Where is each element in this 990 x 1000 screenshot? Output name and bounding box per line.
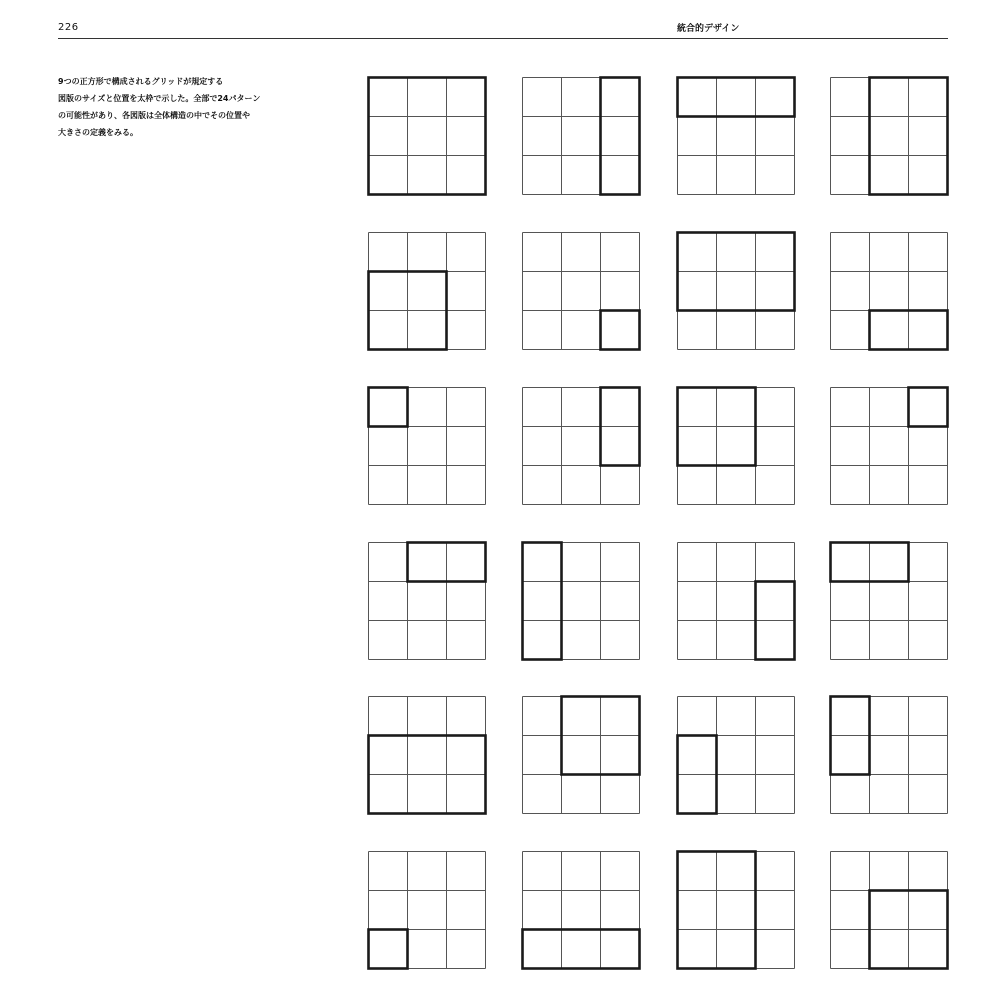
highlight-frame — [369, 272, 447, 350]
grid-diagram-svg — [368, 232, 486, 350]
highlight-frame — [369, 736, 486, 814]
caption-line-2: 図版のサイズと位置を太枠で示した。全部で24パターン — [58, 94, 261, 103]
highlight-frame — [678, 233, 795, 311]
grid-diagram-15 — [677, 542, 795, 660]
grid-diagram-11 — [677, 387, 795, 505]
grid-diagram-14 — [522, 542, 640, 660]
caption-line-4: 大きさの定義をみる。 — [58, 128, 138, 137]
grid-diagram-svg — [368, 542, 486, 660]
grid-diagram-svg — [830, 696, 948, 814]
grid-diagram-7 — [677, 232, 795, 350]
grid-diagram-20 — [830, 696, 948, 814]
grid-diagram-svg — [522, 851, 640, 969]
header-rule — [58, 38, 948, 39]
grid-diagram-svg — [677, 696, 795, 814]
grid-diagram-svg — [522, 387, 640, 505]
highlight-frame — [408, 543, 486, 582]
highlight-frame — [562, 697, 640, 775]
highlight-frame — [909, 388, 948, 427]
grid-diagram-1 — [368, 77, 486, 195]
grid-diagram-2 — [522, 77, 640, 195]
highlight-frame — [678, 852, 756, 969]
grid-diagram-17 — [368, 696, 486, 814]
highlight-frame — [601, 78, 640, 195]
grid-diagram-23 — [677, 851, 795, 969]
highlight-frame — [831, 543, 909, 582]
caption-text — [58, 73, 333, 141]
grid-diagram-svg — [677, 387, 795, 505]
caption-line-3: の可能性があり、各図版は全体構造の中でその位置や — [58, 111, 250, 120]
grid-diagram-12 — [830, 387, 948, 505]
grid-diagram-svg — [830, 851, 948, 969]
grid-diagram-3 — [677, 77, 795, 195]
highlight-frame — [523, 930, 640, 969]
highlight-frame — [678, 388, 756, 466]
highlight-frame — [369, 388, 408, 427]
grid-diagram-svg — [522, 232, 640, 350]
highlight-frame — [369, 930, 408, 969]
grid-diagram-16 — [830, 542, 948, 660]
grid-diagram-svg — [522, 696, 640, 814]
grid-diagram-svg — [677, 542, 795, 660]
grid-diagram-svg — [677, 851, 795, 969]
highlight-frame — [756, 582, 795, 660]
grid-diagram-8 — [830, 232, 948, 350]
grid-diagram-svg — [830, 542, 948, 660]
grid-diagram-9 — [368, 387, 486, 505]
grid-diagram-svg — [830, 387, 948, 505]
grid-diagram-svg — [522, 542, 640, 660]
grid-diagram-21 — [368, 851, 486, 969]
grid-diagram-4 — [830, 77, 948, 195]
grid-diagram-5 — [368, 232, 486, 350]
highlight-frame — [601, 311, 640, 350]
highlight-frame — [831, 697, 870, 775]
grid-diagram-svg — [677, 77, 795, 195]
grid-diagram-svg — [522, 77, 640, 195]
highlight-frame — [870, 311, 948, 350]
grid-diagram-svg — [368, 387, 486, 505]
highlight-frame — [678, 736, 717, 814]
grid-diagram-svg — [830, 77, 948, 195]
grid-diagram-19 — [677, 696, 795, 814]
grid-diagram-svg — [830, 232, 948, 350]
running-title: 統合的デザイン — [677, 24, 740, 34]
grid-diagram-svg — [368, 77, 486, 195]
caption-line-1: 9つの正方形で構成されるグリッドが規定する — [58, 77, 224, 86]
grid-diagram-24 — [830, 851, 948, 969]
highlight-frame — [523, 543, 562, 660]
page-number: 226 — [58, 22, 79, 33]
highlight-frame — [678, 78, 795, 117]
grid-diagram-svg — [677, 232, 795, 350]
grid-diagram-10 — [522, 387, 640, 505]
grid-diagram-svg — [368, 696, 486, 814]
highlight-frame — [369, 78, 486, 195]
grid-diagram-svg — [368, 851, 486, 969]
grid-diagram-6 — [522, 232, 640, 350]
highlight-frame — [601, 388, 640, 466]
grid-diagram-18 — [522, 696, 640, 814]
grid-diagram-13 — [368, 542, 486, 660]
grid-diagram-22 — [522, 851, 640, 969]
highlight-frame — [870, 78, 948, 195]
highlight-frame — [870, 891, 948, 969]
